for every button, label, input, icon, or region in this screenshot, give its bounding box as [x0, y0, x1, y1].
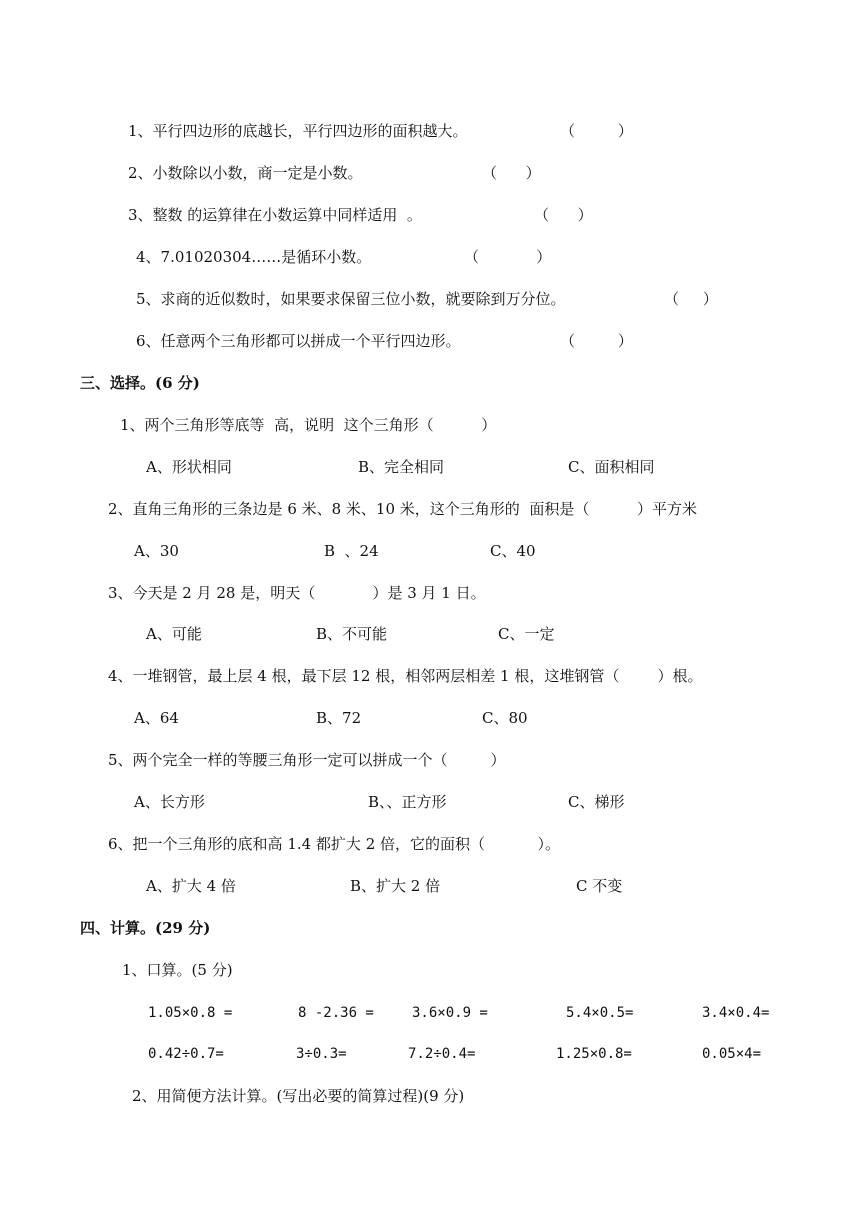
choice-q3-stem: 3、今天是 2 月 28 是，明天（ ）是 3 月 1 日。: [108, 584, 486, 602]
choice-q4-option-c: C、80: [482, 709, 528, 727]
judge-item-5: 5、求商的近似数时，如果要求保留三位小数，就要除到万分位。: [136, 290, 566, 308]
judge-blank-5: （ ）: [664, 290, 718, 308]
oral-calc-r2-1: 0.42÷0.7=: [148, 1046, 224, 1062]
choice-q5-stem: 5、两个完全一样的等腰三角形一定可以拼成一个（ ）: [108, 751, 506, 769]
choice-q6-stem: 6、把一个三角形的底和高 1.4 都扩大 2 倍，它的面积（ ）。: [108, 835, 560, 853]
choice-q2-option-b: B 、24: [324, 542, 379, 560]
oral-calc-r2-2: 3÷0.3=: [296, 1046, 347, 1062]
oral-calc-r2-5: 0.05×4=: [702, 1046, 762, 1062]
judge-blank-6: （ ）: [560, 332, 633, 350]
judge-item-4: 4、7.01020304……是循环小数。: [136, 248, 372, 266]
oral-calc-r1-2: 8 -2.36 =: [298, 1005, 374, 1021]
choice-q6-option-a: A、扩大 4 倍: [146, 877, 236, 895]
choice-q2-option-a: A、30: [134, 542, 179, 560]
judge-blank-2: （ ）: [482, 164, 541, 182]
oral-calc-r2-3: 7.2÷0.4=: [408, 1046, 476, 1062]
choice-q1-option-b: B、完全相同: [358, 458, 445, 476]
choice-q3-option-c: C、一定: [498, 625, 555, 643]
oral-calc-r1-4: 5.4×0.5=: [566, 1005, 634, 1021]
oral-calc-r2-4: 1.25×0.8=: [556, 1046, 632, 1062]
choice-q6-option-c: C 不变: [576, 877, 623, 895]
judge-item-2: 2、小数除以小数，商一定是小数。: [128, 164, 363, 182]
oral-calc-r1-3: 3.6×0.9 =: [412, 1005, 488, 1021]
choice-q3-option-a: A、可能: [146, 625, 202, 643]
judge-blank-4: （ ）: [464, 248, 552, 266]
choice-q2-option-c: C、40: [490, 542, 536, 560]
judge-blank-3: （ ）: [534, 206, 593, 224]
choice-q5-option-a: A、长方形: [134, 793, 205, 811]
choice-q6-option-b: B、扩大 2 倍: [350, 877, 441, 895]
oral-calc-title: 1、口算。(5 分): [122, 961, 233, 979]
choice-q1-stem: 1、两个三角形等底等 高，说明 这个三角形（ ）: [120, 416, 497, 434]
choice-q5-option-c: C、梯形: [568, 793, 625, 811]
section-choice-heading: 三、选择。(6 分): [80, 374, 200, 392]
section-calc-heading: 四、计算。(29 分): [80, 919, 211, 937]
judge-item-1: 1、平行四边形的底越长，平行四边形的面积越大。: [128, 122, 468, 140]
judge-item-3: 3、整数 的运算律在小数运算中同样适用 。: [128, 206, 422, 224]
choice-q1-option-c: C、面积相同: [568, 458, 655, 476]
judge-blank-1: （ ）: [560, 122, 633, 140]
choice-q4-option-b: B、72: [316, 709, 362, 727]
choice-q2-stem: 2、直角三角形的三条边是 6 米、8 米、10 米，这个三角形的 面积是（ ）平方米: [108, 500, 698, 518]
choice-q4-option-a: A、64: [134, 709, 179, 727]
choice-q1-option-a: A、形状相同: [146, 458, 232, 476]
oral-calc-r1-5: 3.4×0.4=: [702, 1005, 770, 1021]
oral-calc-r1-1: 1.05×0.8 =: [148, 1005, 233, 1021]
simplify-calc-title: 2、用简便方法计算。(写出必要的简算过程)(9 分): [132, 1087, 465, 1105]
choice-q4-stem: 4、一堆钢管，最上层 4 根，最下层 12 根，相邻两层相差 1 根，这堆钢管（ ）根。: [108, 667, 703, 685]
choice-q3-option-b: B、不可能: [316, 625, 388, 643]
judge-item-6: 6、任意两个三角形都可以拼成一个平行四边形。: [136, 332, 461, 350]
choice-q5-option-b: B、、正方形: [368, 793, 447, 811]
